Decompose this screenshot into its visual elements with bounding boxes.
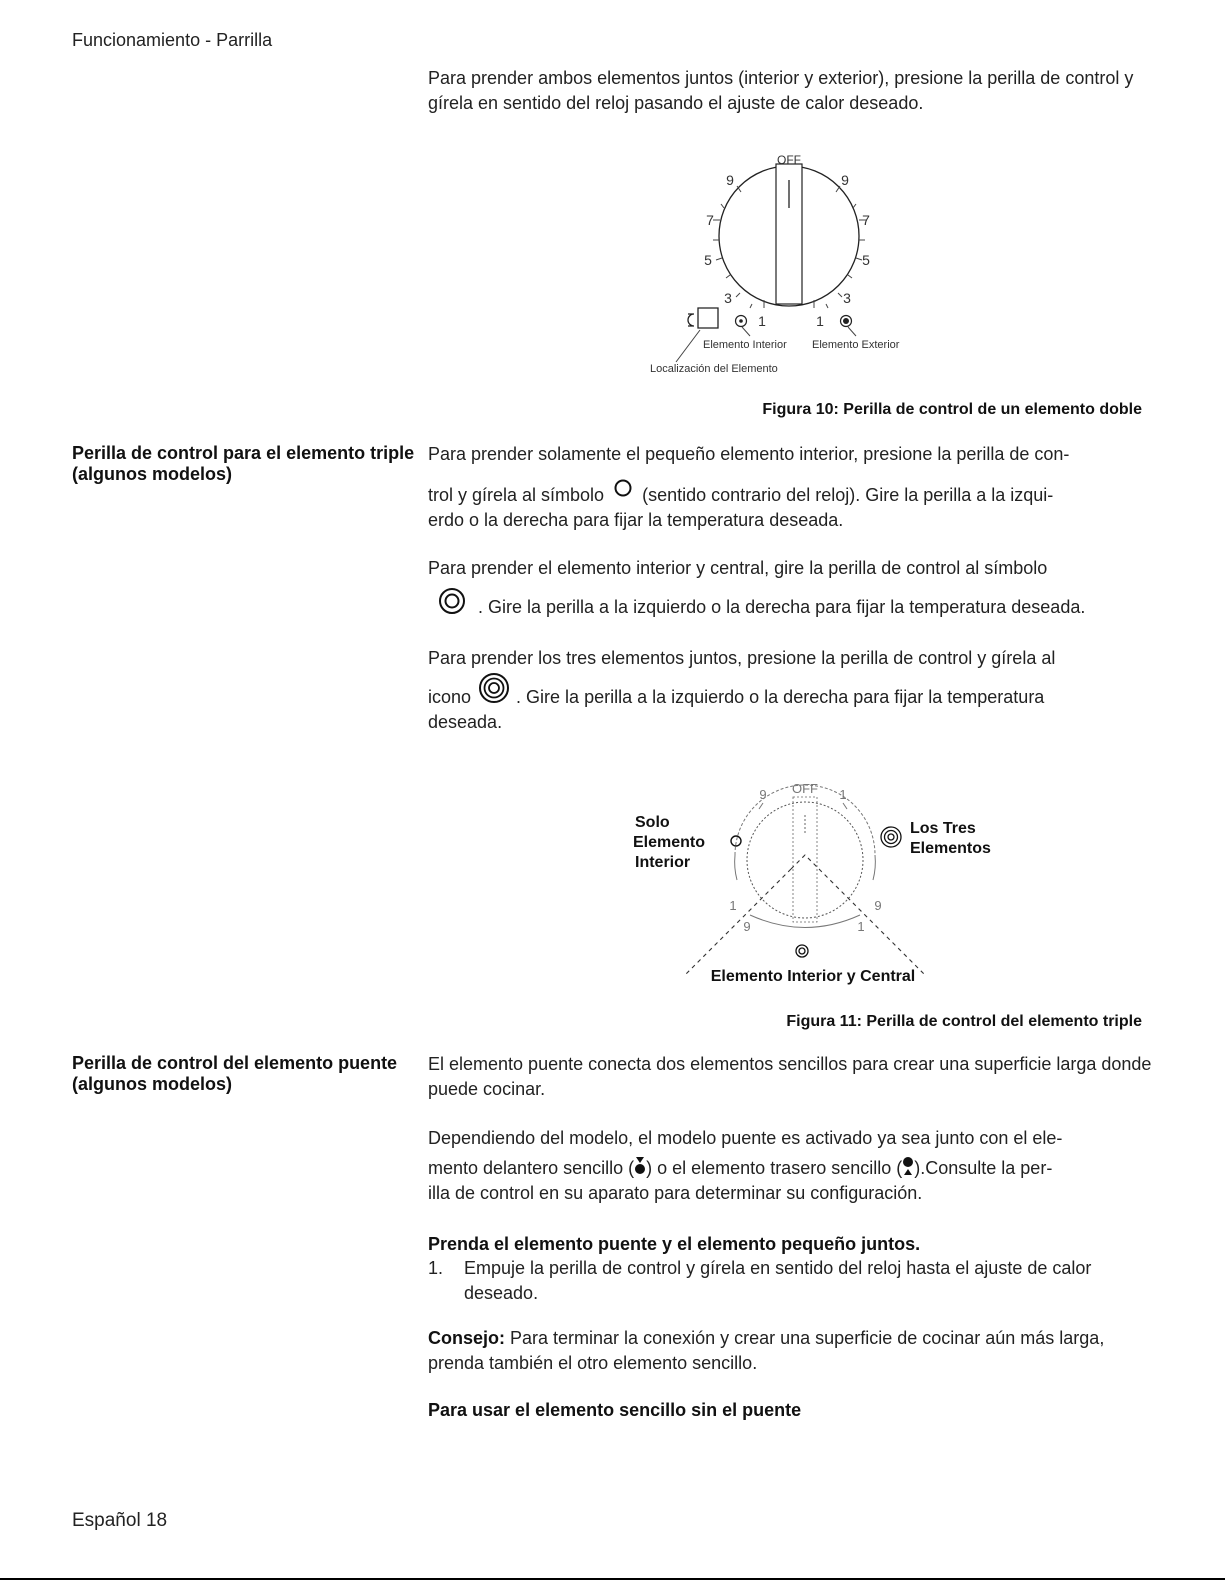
- fig10-right-3: 3: [843, 290, 851, 306]
- puente-subheading-1: Prenda el elemento puente y el elemento pequeño juntos.: [428, 1234, 921, 1254]
- figure-10-dual-knob: [640, 148, 940, 380]
- fig10-label-exterior: Elemento Exterior: [812, 339, 900, 351]
- fig11-tres-line1: Los Tres: [910, 820, 976, 837]
- page-footer: Español 18: [72, 1510, 168, 1531]
- figure-11-caption: Figura 11: Perilla de control del elemento triple: [786, 1013, 1142, 1030]
- page-header: Funcionamiento - Parrilla: [72, 30, 273, 50]
- double-ring-icon: [428, 586, 478, 618]
- fig10-left-5: 5: [704, 252, 712, 268]
- fig10-left-1: 1: [758, 313, 766, 329]
- fig10-left-3: 3: [724, 290, 732, 306]
- element-location-icon: [688, 308, 718, 328]
- figure-10-caption: Figura 10: Perilla de control de un elemento doble: [762, 401, 1142, 418]
- fig11-solo-line1: Solo: [635, 814, 670, 831]
- puente-step-1: 1. Empuje la perilla de control y gírela en sentido del reloj hasta el ajuste de calor deseado.: [428, 1258, 1092, 1303]
- section-puente-heading: Perilla de control del elemento puente (algunos modelos): [72, 1053, 398, 1094]
- front-bridge-icon: [634, 1155, 646, 1177]
- rear-bridge-icon: [902, 1155, 914, 1177]
- bottom-rule: [0, 1578, 1225, 1580]
- fig11-tick-1-left: 1: [729, 898, 737, 913]
- fig11-tres-line2: Elementos: [910, 840, 991, 857]
- fig10-left-9: 9: [726, 172, 734, 188]
- fig10-right-1: 1: [816, 313, 824, 329]
- fig11-central-label: Elemento Interior y Central: [710, 968, 916, 985]
- fig10-label-location: Localización del Elemento: [650, 363, 778, 375]
- fig11-triple-ring-icon: [881, 827, 901, 847]
- fig10-left-7: 7: [706, 212, 714, 228]
- fig11-tick-9-right: 9: [874, 898, 882, 913]
- fig10-right-5: 5: [862, 252, 870, 268]
- fig11-off-label: OFF: [792, 781, 818, 796]
- fig11-tick-1-right: 1: [857, 919, 865, 934]
- fig11-solo-line2: Elemento: [633, 834, 706, 851]
- puente-tip: Consejo: Para terminar la conexión y crear una superficie de cocinar aún más larga, prenda también el otro elemento sencillo.: [428, 1328, 1105, 1373]
- puente-paragraph-1: El elemento puente conecta dos elementos sencillos para crear una superficie larga donde puede cocinar.: [428, 1054, 1152, 1099]
- triple-ring-icon: [476, 673, 516, 707]
- puente-subheading-2: Para usar el elemento sencillo sin el puente: [428, 1400, 802, 1420]
- triple-paragraph-2: Para prender el elemento interior y central, gire la perilla de control al símbolo . Gire la perilla a la izquierdo o la derecha para fijar la temperatura deseada.: [428, 558, 1086, 617]
- fig10-right-9: 9: [841, 172, 849, 188]
- fig10-off-label: OFF: [777, 153, 801, 167]
- fig11-tick-9-left: 9: [743, 919, 751, 934]
- section-triple-heading: Perilla de control para el elemento triple (algunos modelos): [72, 443, 415, 484]
- fig11-solo-line3: Interior: [635, 854, 691, 871]
- fig10-right-7: 7: [862, 212, 870, 228]
- triple-paragraph-3: Para prender los tres elementos juntos, presione la perilla de control y gírela al icono . Gire la perilla a la izquierdo o la derecha para fijar la temperatura deseada.: [428, 648, 1056, 732]
- figure-11-triple-knob: [625, 775, 1025, 987]
- single-ring-icon: [609, 478, 637, 502]
- triple-paragraph-1: Para prender solamente el pequeño elemento interior, presione la perilla de con- trol y gírela al símbolo (sentido contrario del reloj). Gire la perilla a la izqui- erdo o la derecha para fijar la temperatura deseada.: [428, 444, 1070, 530]
- fig10-label-interior: Elemento Interior: [703, 339, 787, 351]
- fig11-double-ring-icon: [796, 945, 808, 957]
- puente-paragraph-2: Dependiendo del modelo, el modelo puente es activado ya sea junto con el ele- mento delantero sencillo ( ) o el elemento trasero sencillo ( ).Consulte la per- illa de control en su aparato para determinar su configuración.: [428, 1128, 1063, 1203]
- fig11-tick-9-top: 9: [759, 787, 767, 802]
- fig11-tick-1-top: 1: [839, 787, 847, 802]
- intro-paragraph: Para prender ambos elementos juntos (interior y exterior), presione la perilla de control y gírela en sentido del reloj pasando el ajuste de calor deseado.: [428, 68, 1134, 113]
